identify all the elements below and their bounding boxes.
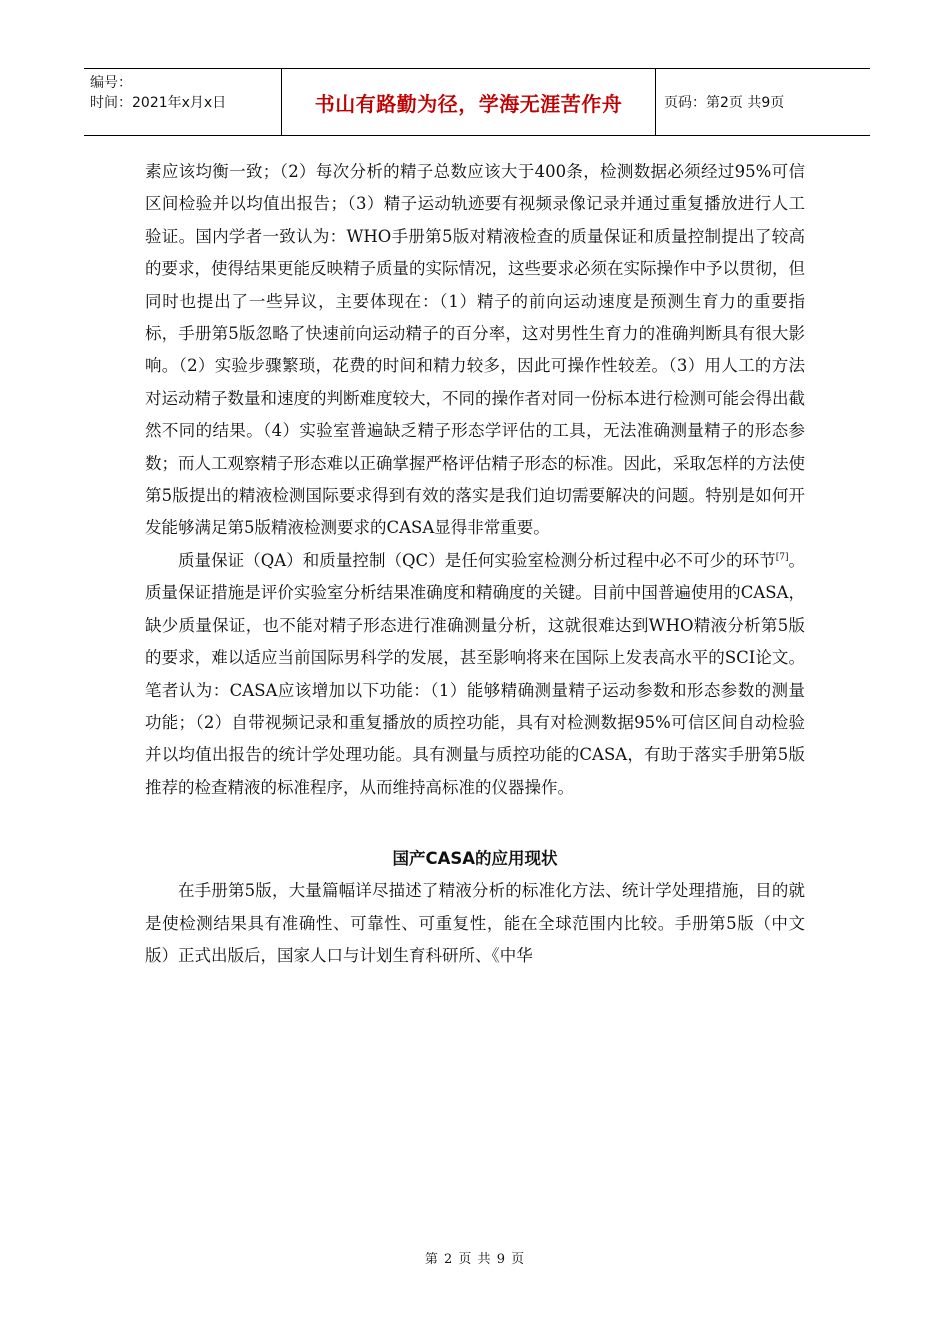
paragraph-text: 质量保证（QA）和质量控制（QC）是任何实验室检测分析过程中必不可少的环节 <box>178 550 776 570</box>
page-header <box>84 68 870 136</box>
body-paragraph <box>145 545 805 804</box>
body-paragraph: 素应该均衡一致；（2）每次分析的精子总数应该大于400条，检测数据必须经过95%可信区间检验并以均值出报告；（3）精子运动轨迹要有视频录像记录并通过重复播放进行人工验证。国内学者一致认为：WHO手册第5版对精液检查的质量保证和质量控制提出了较高的要求，使得结果更能反映精子质量的实际情况，这些要求必须在实际操作中予以贯彻，但同时也提出了一些异议，主要体现在：（1）精子的前向运动速度是预测生育力的重要指标，手册第5版忽略了快速前向运动精子的百分率，这对男性生育力的准确判断具有很大影响。（2）实验步骤繁琐，花费的时间和精力较多，因此可操作性较差。（3）用人工的方法对运动精子数量和速度的判断难度较大，不同的操作者对同一份标本进行检测可能会得出截然不同的结果。（4）实验室普遍缺乏精子形态学评估的工具，无法准确测量精子的形态参数；而人工观察精子形态难以正确掌握严格评估精子形态的标准。因此，采取怎样的方法使第5版提出的精液检测国际要求得到有效的落实是我们迫切需要解决的问题。特别是如何开发能够满足第5版精液检测要求的CASA显得非常重要。 <box>145 162 805 538</box>
body-paragraph: 在手册第5版，大量篇幅详尽描述了精液分析的标准化方法、统计学处理措施，目的就是使检测结果具有准确性、可靠性、可重复性，能在全球范围内比较。手册第5版（中文版）正式出版后，国家人口与计划生育科研所、《中华 <box>145 881 805 965</box>
document-date-label: 时间：2021年x月x日 <box>90 95 227 111</box>
header-page-number: 页码：第2页 共9页 <box>664 95 785 111</box>
header-motto: 书山有路勤为径，学海无涯苦作舟 <box>282 69 656 135</box>
section-heading: 国产CASA的应用现状 <box>392 849 558 869</box>
paragraph-text: 。质量保证措施是评价实验室分析结果准确度和精确度的关键。目前中国普遍使用的CASA，缺少质量保证，也不能对精子形态进行准确测量分析，这就很难达到WHO精液分析第5版的要求，难以适应当前国际男科学的发展，甚至影响将来在国际上发表高水平的SCI论文。笔者认为：CASA应该增加以下功能：（1）能够精确测量精子运动参数和形态参数的测量功能；（2）自带视频记录和重复播放的质控功能，具有对检测数据95%可信区间自动检验并以均值出报告的统计学处理功能。具有测量与质控功能的CASA，有助于落实手册第5版推荐的检查精液的标准程序，从而维持高标准的仪器操作。 <box>145 550 805 797</box>
document-number-label: 编号： <box>90 75 132 91</box>
document-body <box>145 156 805 972</box>
page-footer: 第 2 页 共 9 页 <box>424 1252 526 1267</box>
header-meta-cell <box>84 69 282 135</box>
citation-reference: [7] <box>775 552 789 563</box>
